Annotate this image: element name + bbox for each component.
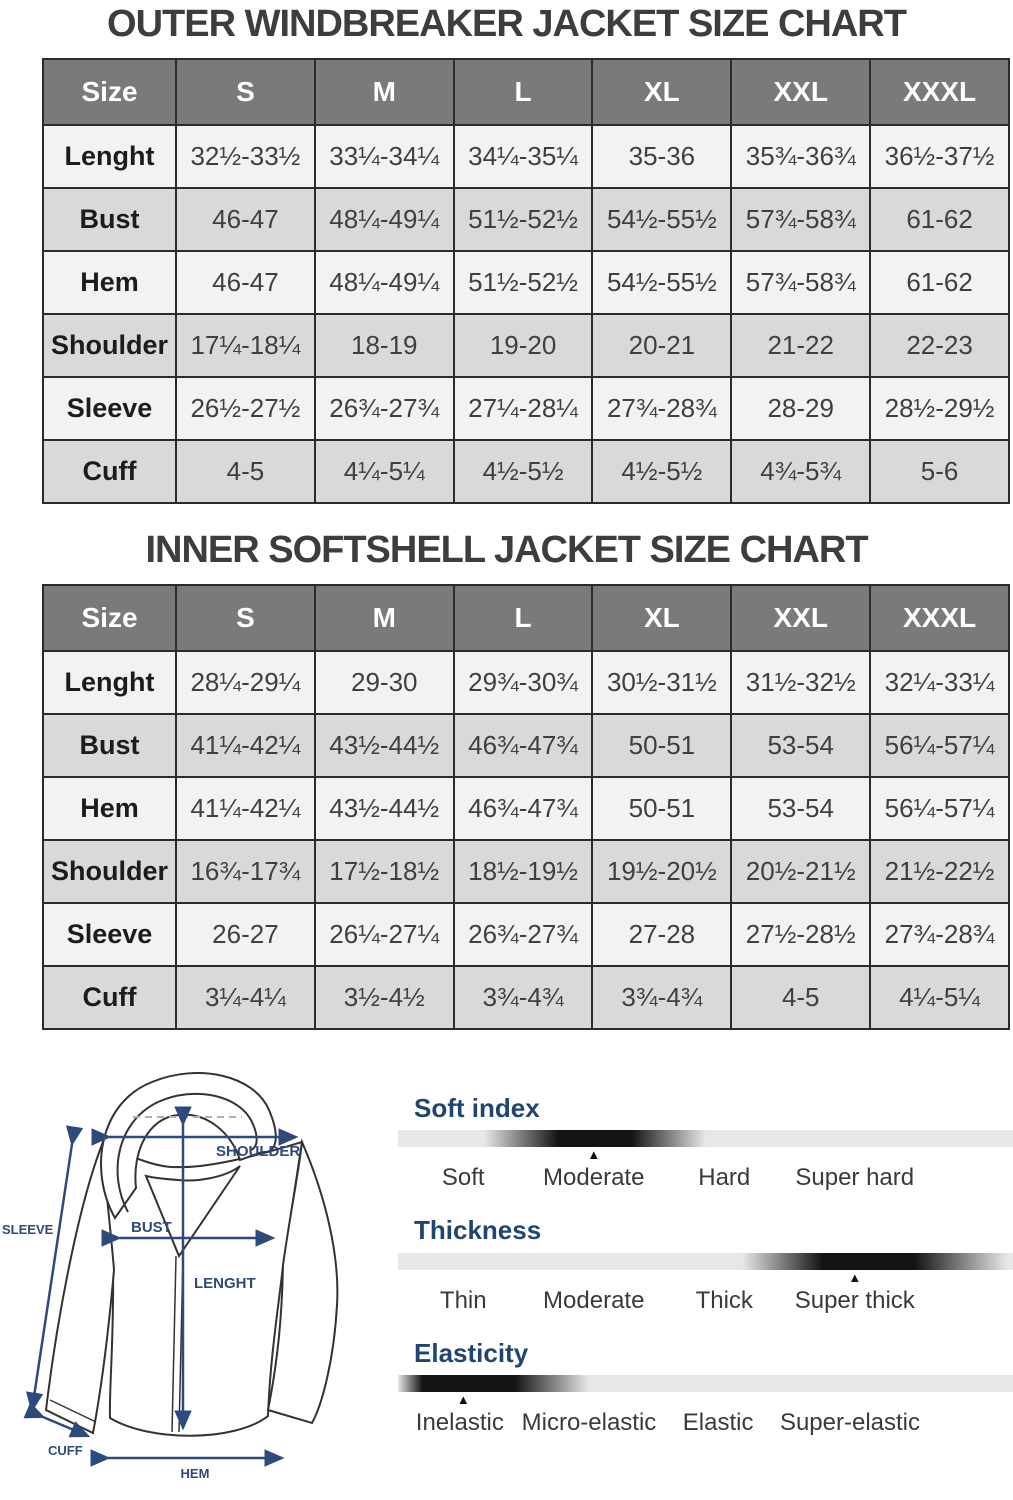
- size-value-cell: 35-36: [592, 125, 731, 188]
- thickness-labels: [398, 1287, 920, 1315]
- size-value-cell: 46¾-47¾: [454, 714, 593, 777]
- size-value-cell: 3¾-4¾: [592, 966, 731, 1029]
- size-value-cell: 51½-52½: [454, 188, 593, 251]
- elasticity-title: Elasticity: [414, 1337, 529, 1368]
- jacket-measurement-diagram: [0, 1060, 398, 1489]
- column-header-size: Size: [43, 59, 176, 125]
- size-value-cell: 36½-37½: [870, 125, 1009, 188]
- column-header-xxl: XXL: [731, 59, 870, 125]
- size-value-cell: 21-22: [731, 314, 870, 377]
- inner-table-header: [43, 585, 1009, 651]
- size-value-cell: 20-21: [592, 314, 731, 377]
- cuff-label: CUFF: [48, 1442, 83, 1458]
- scale-label: Super hard: [795, 1164, 915, 1192]
- column-header-m: M: [315, 585, 454, 651]
- scale-label: Soft: [441, 1164, 485, 1192]
- scale-label: Elastic: [682, 1409, 754, 1437]
- outer-table-header: [43, 59, 1009, 125]
- elasticity-labels: [398, 1409, 920, 1437]
- inner-table-body: [43, 651, 1009, 1029]
- size-value-cell: 50-51: [592, 714, 731, 777]
- scale-label: Moderate: [543, 1286, 645, 1314]
- scale-label: Thin: [439, 1286, 487, 1314]
- size-row-cuff: [43, 966, 1009, 1029]
- size-value-cell: 4-5: [176, 440, 315, 503]
- outer-chart-title: OUTER WINDBREAKER JACKET SIZE CHART: [107, 3, 906, 45]
- soft-index-marker-row: [398, 1147, 920, 1165]
- size-value-cell: 5-6: [870, 440, 1009, 503]
- size-value-cell: 27-28: [592, 903, 731, 966]
- size-value-cell: 30½-31½: [592, 651, 731, 714]
- column-header-m: M: [315, 59, 454, 125]
- row-label: Hem: [43, 251, 176, 314]
- row-label: Bust: [43, 714, 176, 777]
- thickness-marker-row: [398, 1270, 920, 1288]
- size-row-shoulder: [43, 314, 1009, 377]
- size-row-hem: [43, 251, 1009, 314]
- size-value-cell: 3½-4½: [315, 966, 454, 1029]
- size-row-bust: [43, 714, 1009, 777]
- size-value-cell: 26½-27½: [176, 377, 315, 440]
- size-value-cell: 46-47: [176, 251, 315, 314]
- column-header-xl: XL: [592, 585, 731, 651]
- size-value-cell: 27¾-28¾: [870, 903, 1009, 966]
- size-row-lenght: [43, 651, 1009, 714]
- column-header-l: L: [454, 585, 593, 651]
- size-value-cell: 34¼-35¼: [454, 125, 593, 188]
- size-value-cell: 33¼-34¼: [315, 125, 454, 188]
- size-value-cell: 19½-20½: [592, 840, 731, 903]
- size-row-lenght: [43, 125, 1009, 188]
- row-label: Shoulder: [43, 314, 176, 377]
- size-value-cell: 57¾-58¾: [731, 188, 870, 251]
- size-row-bust: [43, 188, 1009, 251]
- size-value-cell: 3¾-4¾: [454, 966, 593, 1029]
- size-value-cell: 26¼-27¼: [315, 903, 454, 966]
- size-value-cell: 35¾-36¾: [731, 125, 870, 188]
- size-value-cell: 54½-55½: [592, 251, 731, 314]
- size-value-cell: 46¾-47¾: [454, 777, 593, 840]
- bust-label: BUST: [131, 1218, 172, 1236]
- row-label: Shoulder: [43, 840, 176, 903]
- size-value-cell: 51½-52½: [454, 251, 593, 314]
- triangle-marker-icon: ▲: [848, 1269, 862, 1285]
- size-value-cell: 26-27: [176, 903, 315, 966]
- size-value-cell: 27¾-28¾: [592, 377, 731, 440]
- column-header-xxxl: XXXL: [870, 585, 1009, 651]
- soft-index-scale: [398, 1094, 1013, 1193]
- size-value-cell: 43½-44½: [315, 714, 454, 777]
- size-value-cell: 41¼-42¼: [176, 714, 315, 777]
- size-value-cell: 20½-21½: [731, 840, 870, 903]
- size-value-cell: 32½-33½: [176, 125, 315, 188]
- column-header-xxl: XXL: [731, 585, 870, 651]
- size-value-cell: 53-54: [731, 714, 870, 777]
- size-value-cell: 17½-18½: [315, 840, 454, 903]
- size-row-shoulder: [43, 840, 1009, 903]
- sleeve-label: SLEEVE: [2, 1221, 54, 1237]
- size-value-cell: 26¾-27¾: [315, 377, 454, 440]
- rating-scales-panel: [398, 1060, 1013, 1462]
- thickness-title: Thickness: [414, 1215, 542, 1246]
- size-value-cell: 61-62: [870, 251, 1009, 314]
- column-header-xl: XL: [592, 59, 731, 125]
- size-value-cell: 29¾-30¾: [454, 651, 593, 714]
- size-value-cell: 56¼-57¼: [870, 714, 1009, 777]
- soft-index-title: Soft index: [414, 1092, 540, 1123]
- scale-label: Super thick: [794, 1286, 915, 1314]
- size-value-cell: 27¼-28¼: [454, 377, 593, 440]
- triangle-marker-icon: ▲: [456, 1392, 470, 1408]
- elasticity-scale: [398, 1339, 1013, 1438]
- size-value-cell: 43½-44½: [315, 777, 454, 840]
- size-value-cell: 16¾-17¾: [176, 840, 315, 903]
- scale-label: Moderate: [543, 1164, 645, 1192]
- row-label: Cuff: [43, 440, 176, 503]
- hem-label: HEM: [180, 1465, 210, 1481]
- size-value-cell: 22-23: [870, 314, 1009, 377]
- size-value-cell: 18-19: [315, 314, 454, 377]
- size-value-cell: 4¼-5¼: [870, 966, 1009, 1029]
- size-value-cell: 3¼-4¼: [176, 966, 315, 1029]
- jacket-outline-drawing: [0, 1060, 398, 1484]
- outer-table-body: [43, 125, 1009, 503]
- elasticity-bar: [398, 1375, 1013, 1392]
- size-value-cell: 27½-28½: [731, 903, 870, 966]
- scale-label: Hard: [698, 1164, 751, 1192]
- size-value-cell: 29-30: [315, 651, 454, 714]
- thickness-bar: [398, 1253, 1013, 1270]
- size-value-cell: 56¼-57¼: [870, 777, 1009, 840]
- lenght-label: LENGHT: [194, 1274, 256, 1292]
- size-value-cell: 4¾-5¾: [731, 440, 870, 503]
- triangle-marker-icon: ▲: [587, 1147, 601, 1163]
- thickness-scale: [398, 1216, 1013, 1315]
- size-value-cell: 46-47: [176, 188, 315, 251]
- row-label: Sleeve: [43, 377, 176, 440]
- size-value-cell: 17¼-18¼: [176, 314, 315, 377]
- size-value-cell: 28½-29½: [870, 377, 1009, 440]
- scale-label: Micro-elastic: [521, 1409, 657, 1437]
- soft-index-bar: [398, 1130, 1013, 1147]
- size-value-cell: 50-51: [592, 777, 731, 840]
- size-value-cell: 48¼-49¼: [315, 188, 454, 251]
- elasticity-marker-row: [398, 1392, 920, 1410]
- row-label: Lenght: [43, 125, 176, 188]
- size-value-cell: 21½-22½: [870, 840, 1009, 903]
- row-label: Bust: [43, 188, 176, 251]
- scale-label: Super-elastic: [779, 1409, 920, 1437]
- row-label: Cuff: [43, 966, 176, 1029]
- soft-index-labels: [398, 1164, 920, 1192]
- scale-label: Thick: [695, 1286, 753, 1314]
- row-label: Lenght: [43, 651, 176, 714]
- size-value-cell: 41¼-42¼: [176, 777, 315, 840]
- size-value-cell: 4½-5½: [454, 440, 593, 503]
- size-value-cell: 4½-5½: [592, 440, 731, 503]
- scale-label: Inelastic: [415, 1409, 504, 1437]
- size-value-cell: 32¼-33¼: [870, 651, 1009, 714]
- size-value-cell: 4-5: [731, 966, 870, 1029]
- shoulder-label: SHOULDER: [216, 1142, 301, 1160]
- header-row: [43, 585, 1009, 651]
- size-value-cell: 28-29: [731, 377, 870, 440]
- size-value-cell: 54½-55½: [592, 188, 731, 251]
- inner-size-table: [42, 584, 1010, 1030]
- size-value-cell: 57¾-58¾: [731, 251, 870, 314]
- bottom-section: [0, 1060, 1013, 1489]
- size-value-cell: 19-20: [454, 314, 593, 377]
- size-value-cell: 4¼-5¼: [315, 440, 454, 503]
- inner-chart-title: INNER SOFTSHELL JACKET SIZE CHART: [145, 528, 868, 571]
- size-value-cell: 61-62: [870, 188, 1009, 251]
- column-header-s: S: [176, 585, 315, 651]
- column-header-l: L: [454, 59, 593, 125]
- size-row-sleeve: [43, 903, 1009, 966]
- row-label: Sleeve: [43, 903, 176, 966]
- size-value-cell: 48¼-49¼: [315, 251, 454, 314]
- size-value-cell: 53-54: [731, 777, 870, 840]
- outer-size-table: [42, 58, 1010, 504]
- size-value-cell: 26¾-27¾: [454, 903, 593, 966]
- column-header-s: S: [176, 59, 315, 125]
- column-header-xxxl: XXXL: [870, 59, 1009, 125]
- size-value-cell: 28¼-29¼: [176, 651, 315, 714]
- size-row-cuff: [43, 440, 1009, 503]
- size-value-cell: 31½-32½: [731, 651, 870, 714]
- size-row-hem: [43, 777, 1009, 840]
- size-value-cell: 18½-19½: [454, 840, 593, 903]
- column-header-size: Size: [43, 585, 176, 651]
- size-row-sleeve: [43, 377, 1009, 440]
- header-row: [43, 59, 1009, 125]
- row-label: Hem: [43, 777, 176, 840]
